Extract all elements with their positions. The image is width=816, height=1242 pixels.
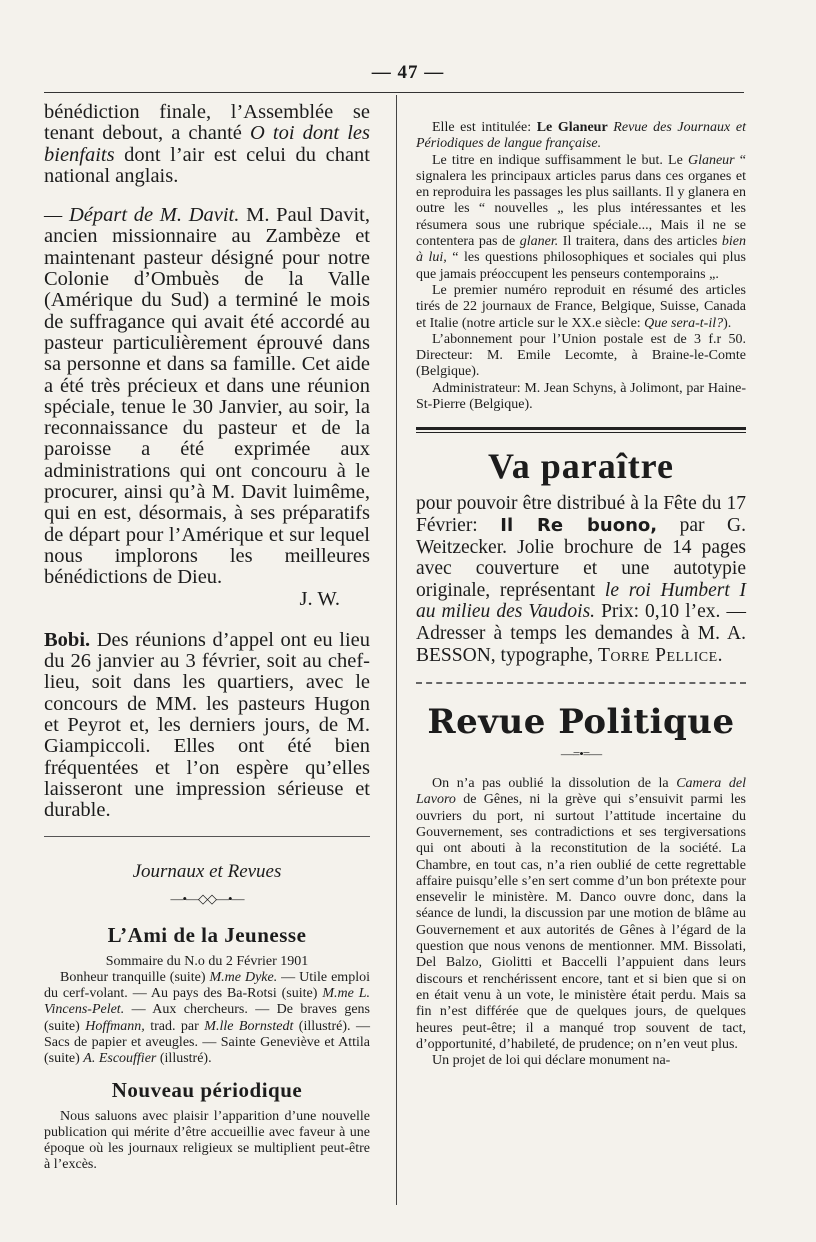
- article-title: Bobi.: [44, 628, 91, 651]
- header-rule: [44, 92, 744, 93]
- page-number: — 47 —: [371, 62, 445, 83]
- heading-nouveau-periodique: Nouveau périodique: [111, 1077, 303, 1102]
- article-body: M. Paul Davit, ancien missionnaire au Zambèze et maintenant pasteur désigné pour notre Colonie d’Ombuès de la Valle (Amérique du Sud) a terminé le mois de suffragance qui avait été accordé au pasteur particulièrement éprouvé dans sa personne et dans sa famille. Cet aide a été très précieux et dans une réunion spéciale, tenue le 30 Janvier, au soir, la reconnaissance du pasteur et de la paroisse a été exprimée aux administrations qui ont concouru à le procurer, ainsi qu’à M. Davit luimême, qui en est, désormais, à ses préparatifs de départ pour l’Amérique et sur lequel nous implorons les meilleures bénédictions de Dieu.: [44, 204, 371, 589]
- va-paraitre-body: pour pouvoir être distribué à la Fête du 17 Février: Il Re buono, par G. Weitzecker. Jolie brochure de 14 pages avec couverture et une autotypie originale, représentant le roi Humbert I au milieu des Vaudois. Prix: 0,10 l’ex. — Adresser à temps les demandes à M. A. BESSON, typographe, Torre Pellice.: [416, 493, 746, 666]
- heading-revue-politique: Revue Politique: [427, 702, 735, 743]
- section-rule: [44, 836, 370, 837]
- ornament: —=•=—: [560, 746, 602, 762]
- signature: J. W.: [299, 587, 340, 610]
- right-column: [416, 120, 746, 1069]
- glaneur-article: Elle est intitulée: Le Glaneur Revue des Journaux et Périodiques de langue française. Le titre en indique suffisamment le but. Le Glaneur “ signalera les principaux articles parus dans ces organes et en reproduira les passages les plus saillants. Il y glanera en outre les “ nouvelles „ les plus intéressantes et les résumera sous une rubrique spéciale..., Mais il ne se contentera pas de glaner. Il traitera, dans des articles bien à lui, “ les questions philosophiques et sociales qui plus que jamais préoccupent les penseurs contemporains „. Le premier numéro reproduit en résumé des articles tirés de 22 journaux de France, Belgique, Suisse, Canada et Italie (notre article sur le XX.e siècle: Que sera-t-il?). L’abonnement pour l’Union postale est de 3 f.r 50. Directeur: M. Emile Lecomte, à Braine-le-Comte (Belgique). Administrateur: M. Jean Schyns, à Jolimont, par Haine-St-Pierre (Belgique).: [416, 120, 746, 413]
- summary-line: Sommaire du N.o du 2 Février 1901: [105, 953, 309, 969]
- section-rule: [416, 682, 746, 684]
- article-title: — Départ de M. Davit.: [44, 204, 240, 227]
- left-column: [44, 102, 370, 1174]
- summary-items: Bonheur tranquille (suite) M.me Dyke. — Utile emploi du cerf-volant. — Au pays des Ba-Rotsi (suite) M.me L. Vincens-Pelet. — Aux chercheurs. — De braves gens (suite) Hoffmann, trad. par M.lle Bornstedt (illustré). — Sacs de papier et aveugles. — Sainte Geneviève et Attila (suite) A. Escouffier (illustré).: [44, 969, 370, 1067]
- ornament: —•—◇◇—•—: [170, 890, 244, 906]
- ami-summary: [44, 954, 370, 1068]
- section-heading-journaux: Journaux et Revues: [132, 860, 282, 882]
- column-divider: [396, 95, 397, 1205]
- article-depart-davit: [44, 205, 370, 610]
- nouveau-body: Nous saluons avec plaisir l’apparition d’une nouvelle publication qui mérite d’être accueillie avec faveur à une époque où les journaux religieux se multiplient peut-être à l’excès.: [44, 1108, 370, 1173]
- closing-paragraph: bénédiction finale, l’Assemblée se tenant debout, a chanté O toi dont les bienfaits dont l’air est celui du chant national anglais.: [44, 101, 370, 187]
- section-rule: [416, 427, 746, 433]
- heading-va-paraitre: Va paraître: [488, 446, 674, 487]
- article-bobi: [44, 630, 370, 822]
- heading-ami-jeunesse: L’Ami de la Jeunesse: [107, 922, 307, 947]
- article-body: Des réunions d’appel ont eu lieu du 26 janvier au 3 février, soit au chef-lieu, soit dans les quartiers, avec le concours de MM. les pasteurs Hugon et Peyrot et, les derniers jours, de M. Giampiccoli. Elles ont été bien fréquentées et l’on espère qu’elles laisseront une impression sérieuse et durable.: [44, 628, 370, 822]
- revue-politique-body: On n’a pas oublié la dissolution de la Camera del Lavoro de Gênes, ni la grève qui s’ensuivit parmi les ouvriers du port, ni surtout l’attitude incertaine du Gouvernement, ses contradictions et ses tergiversations qui ont abouti à la reconstitution de la société. La Chambre, en tout cas, n’a rien oublié de cette regrettable affaire puisqu’elle s’en sert comme d’un bon prétexte pour ensevelir le ministère. M. Danco ouvre donc, dans la séance de lundi, la discussion par une motion de blâme au Gouvernement et aux autorités de Gênes à l’égard de la question que nous venons de mentionner. MM. Bissolati, Del Balzo, Giolitti et Baccelli l’appuient dans leurs discours et renchérissent encore, tant et si bien que si on en était venu à un vote, le ministère était perdu. Mais sa fin n’est différée que de quelques jours, de quelques heures peut-être; il a manqué trop souvent de tact, d’opportunité, d’habileté, de prudence; on n’en veut plus. Un projet de loi qui déclare monument na-: [416, 776, 746, 1069]
